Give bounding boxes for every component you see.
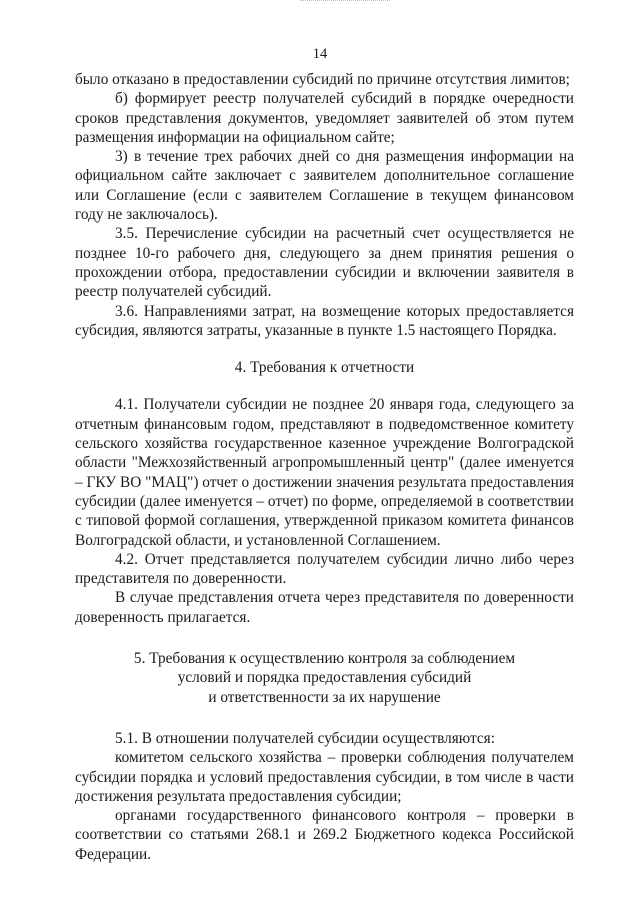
page-number: 14 xyxy=(312,46,328,62)
paragraph-committee-checks: комитетом сельского хозяйства – проверки соблюдения получателем субсидии порядка и условий предоставления субсидии, в том числе в части достижения результата предоставления субсидии; xyxy=(75,749,574,805)
paragraph-3-6: 3.6. Направлениями затрат, на возмещение которых предоставляется субсидия, являются затраты, указанные в пункте 1.5 настоящего Порядка. xyxy=(75,302,574,339)
paragraph-4-1: 4.1. Получатели субсидии не позднее 20 января года, следующего за отчетным финансовым годом, представляют в подведомственное комитету сельского хозяйства государственное казенное учреждение Волгоградской области "Межхозяйственный агропромышленный центр" (далее именуется – ГКУ ВО "МАЦ") отчет о достижении значения результата предоставления субсидии (далее именуется – отчет) по форме, определяемой в соответствии с типовой формой соглашения, утвержденной приказом комитета финансов Волгоградской области, и установленной Соглашением. xyxy=(75,396,574,549)
section-heading-5-line1: 5. Требования к осуществлению контроля за соблюдением xyxy=(133,650,516,668)
paragraph-agreement: 3) в течение трех рабочих дней со дня размещения информации на официальном сайте заключает с заявителем дополнительное соглашение или Соглашение (если с заявителем Соглашение в текущем финансовом году не заключалось). xyxy=(75,148,574,224)
paragraph-4-2: 4.2. Отчет представляется получателем субсидии лично либо через представителя по доверенности. xyxy=(75,550,574,588)
paragraph-lines-continuation: было отказано в предоставлении субсидий по причине отсутствия лимитов; xyxy=(75,71,570,88)
scan-top-mark xyxy=(300,0,390,4)
paragraph-financial-control: органами государственного финансового контроля – проверки в соответствии со статьями 268.1 и 269.2 Бюджетного кодекса Российской Федерации. xyxy=(75,807,574,863)
document-body xyxy=(75,70,574,864)
section-heading-4: 4. Требования к отчетности xyxy=(234,359,415,377)
paragraph-proxy: В случае представления отчета через представителя по доверенности доверенность прилагается. xyxy=(75,589,574,626)
paragraph-5-1: 5.1. В отношении получателей субсидии осуществляются: xyxy=(115,729,495,747)
paragraph-registry: б) формирует реестр получателей субсидий в порядке очередности сроков представления документов, уведомляет заявителей об этом путем размещения информации на официальном сайте; xyxy=(75,90,574,146)
paragraph-3-5: 3.5. Перечисление субсидии на расчетный счет осуществляется не позднее 10-го рабочего дня, следующего за днем принятия решения о прохождении отбора, предоставлении субсидии и включении заявителя в реестр получателей субсидий. xyxy=(75,225,574,301)
section-heading-5-line2: условий и порядка предоставления субсидий xyxy=(177,669,472,687)
section-heading-5-line3: и ответственности за их нарушение xyxy=(208,688,441,706)
